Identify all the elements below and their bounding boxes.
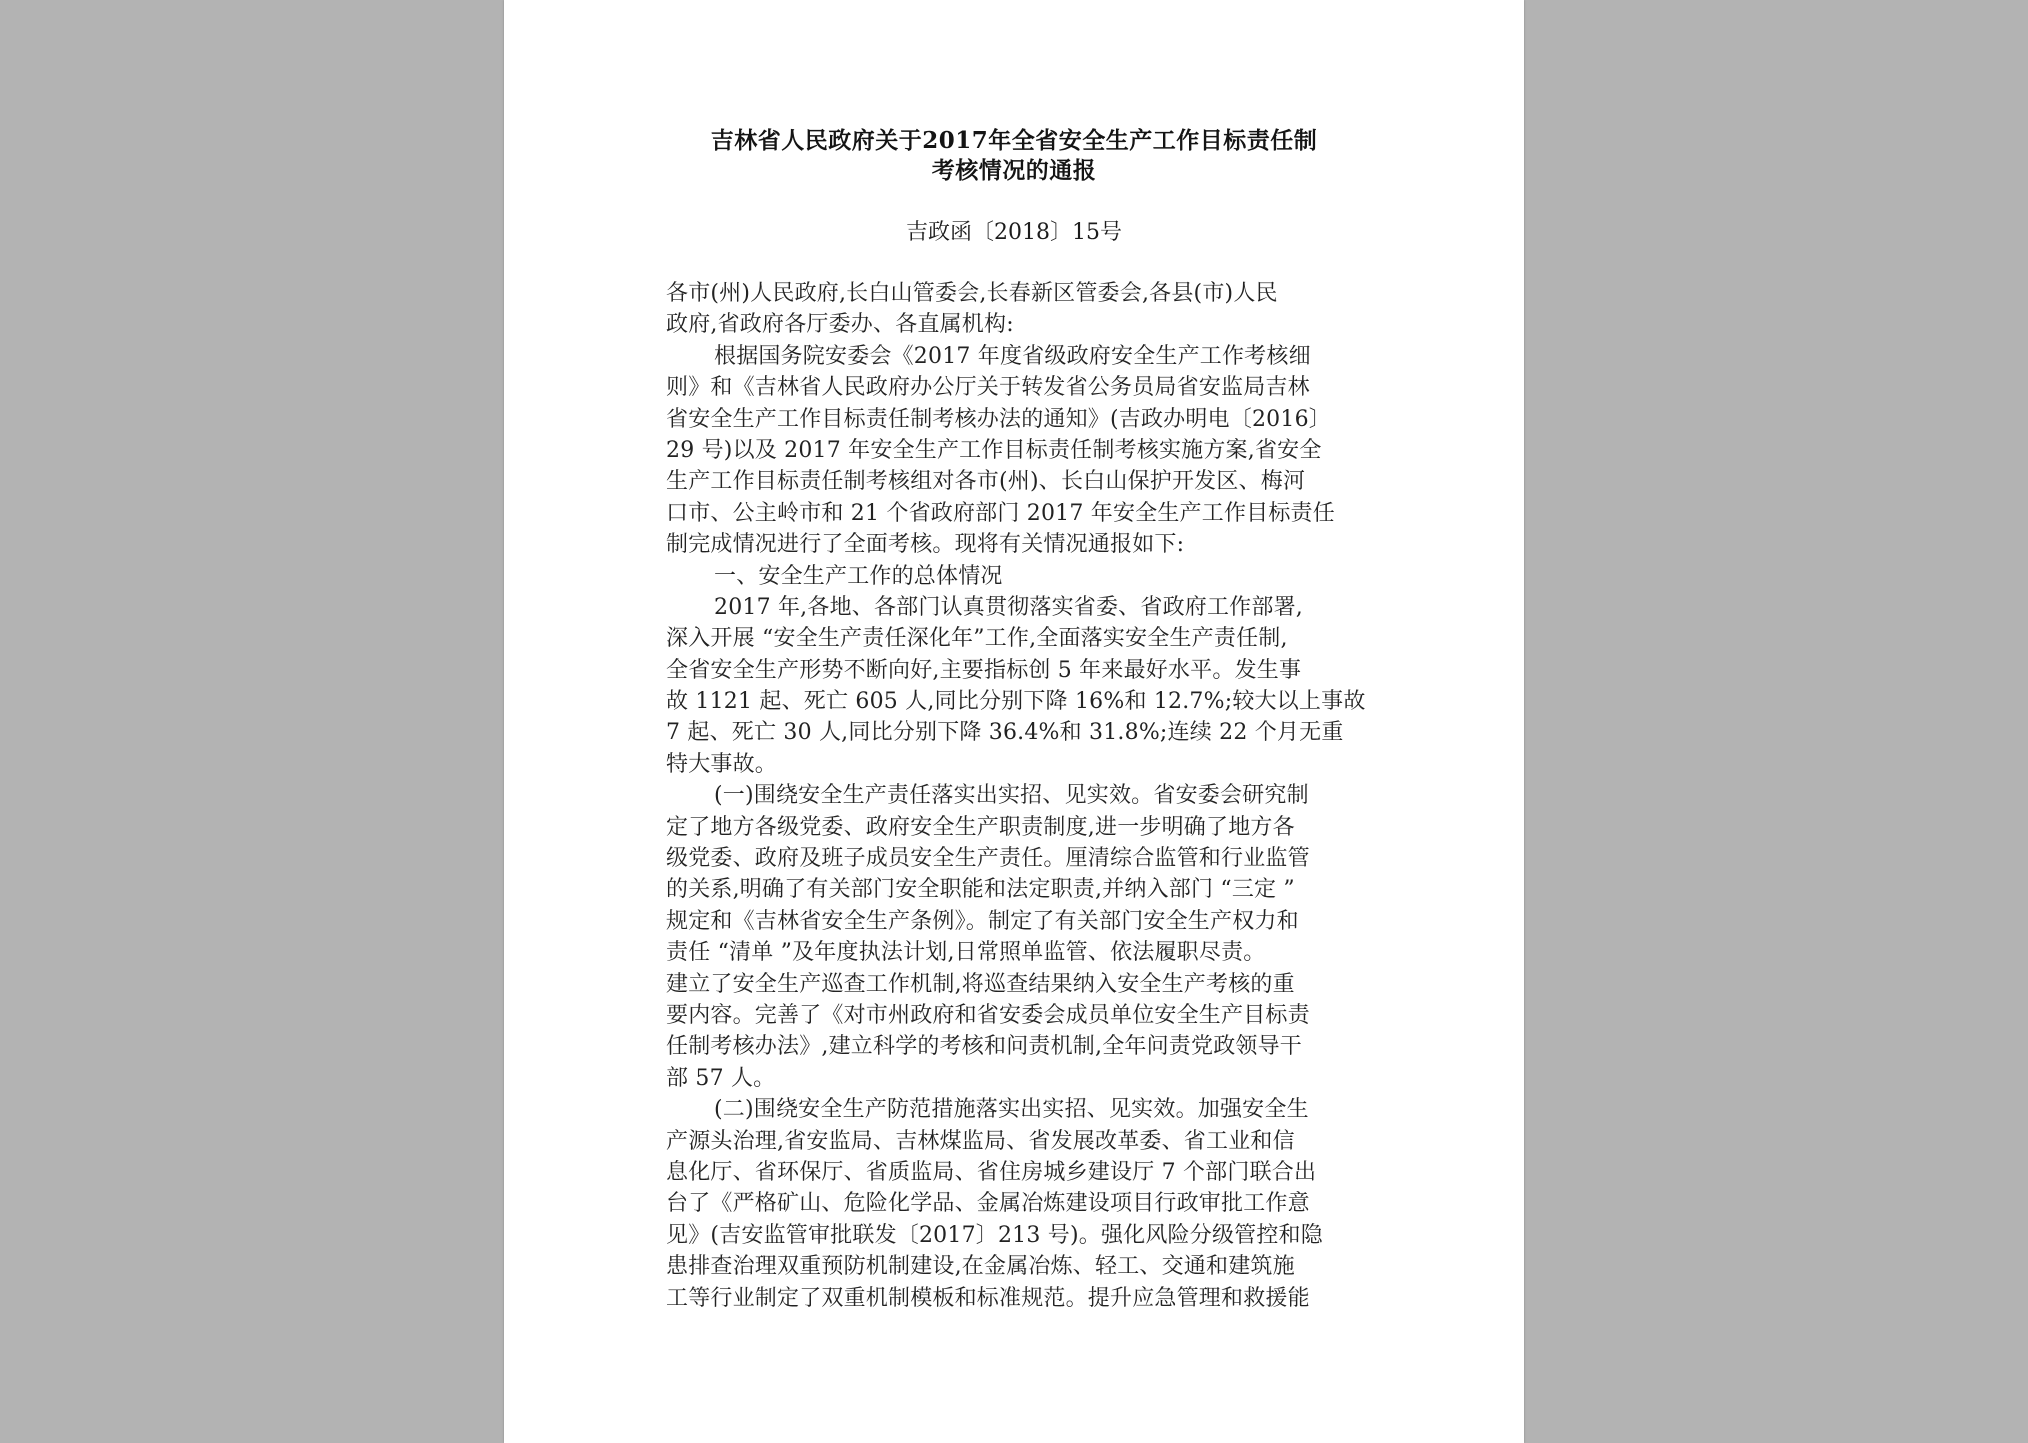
body-line: 7 起、死亡 30 人,同比分别下降 36.4%和 31.8%;连续 22 个月无重 — [666, 720, 1344, 746]
body-line: 政府,省政府各厅委办、各直属机构: — [666, 312, 1014, 338]
body-line: 特大事故。 — [666, 751, 778, 777]
body-line: 台了《严格矿山、危险化学品、金属冶炼建设项目行政审批工作意 — [666, 1191, 1310, 1217]
body-line: 故 1121 起、死亡 605 人,同比分别下降 16%和 12.7%;较大以上事故 — [666, 689, 1366, 715]
body-line: 责任 “清单 ”及年度执法计划,日常照单监管、依法履职尽责。 — [666, 940, 1266, 966]
body-line: 2017 年,各地、各部门认真贯彻落实省委、省政府工作部署, — [714, 594, 1303, 620]
body-line: 规定和《吉林省安全生产条例》。制定了有关部门安全生产权力和 — [666, 908, 1299, 934]
body-line: 产源头治理,省安监局、吉林煤监局、省发展改革委、省工业和信 — [666, 1128, 1295, 1154]
body-line: (一)围绕安全生产责任落实出实招、见实效。省安委会研究制 — [714, 783, 1309, 809]
body-line: 口市、公主岭市和 21 个省政府部门 2017 年安全生产工作目标责任 — [666, 500, 1335, 526]
body-line: 的关系,明确了有关部门安全职能和法定职责,并纳入部门 “三定 ” — [666, 877, 1295, 903]
body-line: 要内容。完善了《对市州政府和省安委会成员单位安全生产目标责 — [666, 1002, 1310, 1028]
body-line: 各市(州)人民政府,长白山管委会,长春新区管委会,各县(市)人民 — [666, 281, 1278, 306]
body-line: 建立了安全生产巡查工作机制,将巡查结果纳入安全生产考核的重 — [666, 971, 1295, 997]
body-line: 息化厅、省环保厅、省质监局、省住房城乡建设厅 7 个部门联合出 — [666, 1159, 1317, 1185]
body-line: 患排查治理双重预防机制建设,在金属冶炼、轻工、交通和建筑施 — [666, 1254, 1295, 1280]
document-body — [666, 278, 1366, 1314]
body-line: (二)围绕安全生产防范措施落实出实招、见实效。加强安全生 — [714, 1097, 1309, 1123]
body-line: 级党委、政府及班子成员安全生产责任。厘清综合监管和行业监管 — [666, 846, 1310, 872]
body-line: 任制考核办法》,建立科学的考核和问责机制,全年问责党政领导干 — [666, 1034, 1302, 1060]
body-line: 工等行业制定了双重机制模板和标准规范。提升应急管理和救援能 — [666, 1285, 1310, 1311]
body-line: 见》(吉安监管审批联发〔2017〕213 号)。强化风险分级管控和隐 — [666, 1222, 1323, 1248]
document-page — [504, 0, 1524, 1443]
body-line: 29 号)以及 2017 年安全生产工作目标责任制考核实施方案,省安全 — [666, 437, 1322, 463]
body-line: 则》和《吉林省人民政府办公厅关于转发省公务员局省安监局吉林 — [666, 375, 1310, 401]
document-title-line-2: 考核情况的通报 — [931, 157, 1097, 184]
body-line: 省安全生产工作目标责任制考核办法的通知》(吉政办明电〔2016〕 — [666, 406, 1331, 432]
body-line: 制完成情况进行了全面考核。现将有关情况通报如下: — [666, 532, 1185, 558]
body-line: 全省安全生产形势不断向好,主要指标创 5 年来最好水平。发生事 — [666, 657, 1302, 683]
document-title-line-1: 吉林省人民政府关于2017年全省安全生产工作目标责任制 — [710, 127, 1318, 154]
body-line: 根据国务院安委会《2017 年度省级政府安全生产工作考核细 — [714, 343, 1311, 369]
section-heading: 一、安全生产工作的总体情况 — [714, 563, 1003, 589]
body-line: 定了地方各级党委、政府安全生产职责制度,进一步明确了地方各 — [666, 814, 1295, 840]
body-line: 部 57 人。 — [666, 1065, 776, 1091]
body-line: 生产工作目标责任制考核组对各市(州)、长白山保护开发区、梅河 — [666, 469, 1306, 495]
document-number: 吉政函〔2018〕15号 — [906, 220, 1122, 245]
body-line: 深入开展 “安全生产责任深化年”工作,全面落实安全生产责任制, — [666, 626, 1288, 652]
